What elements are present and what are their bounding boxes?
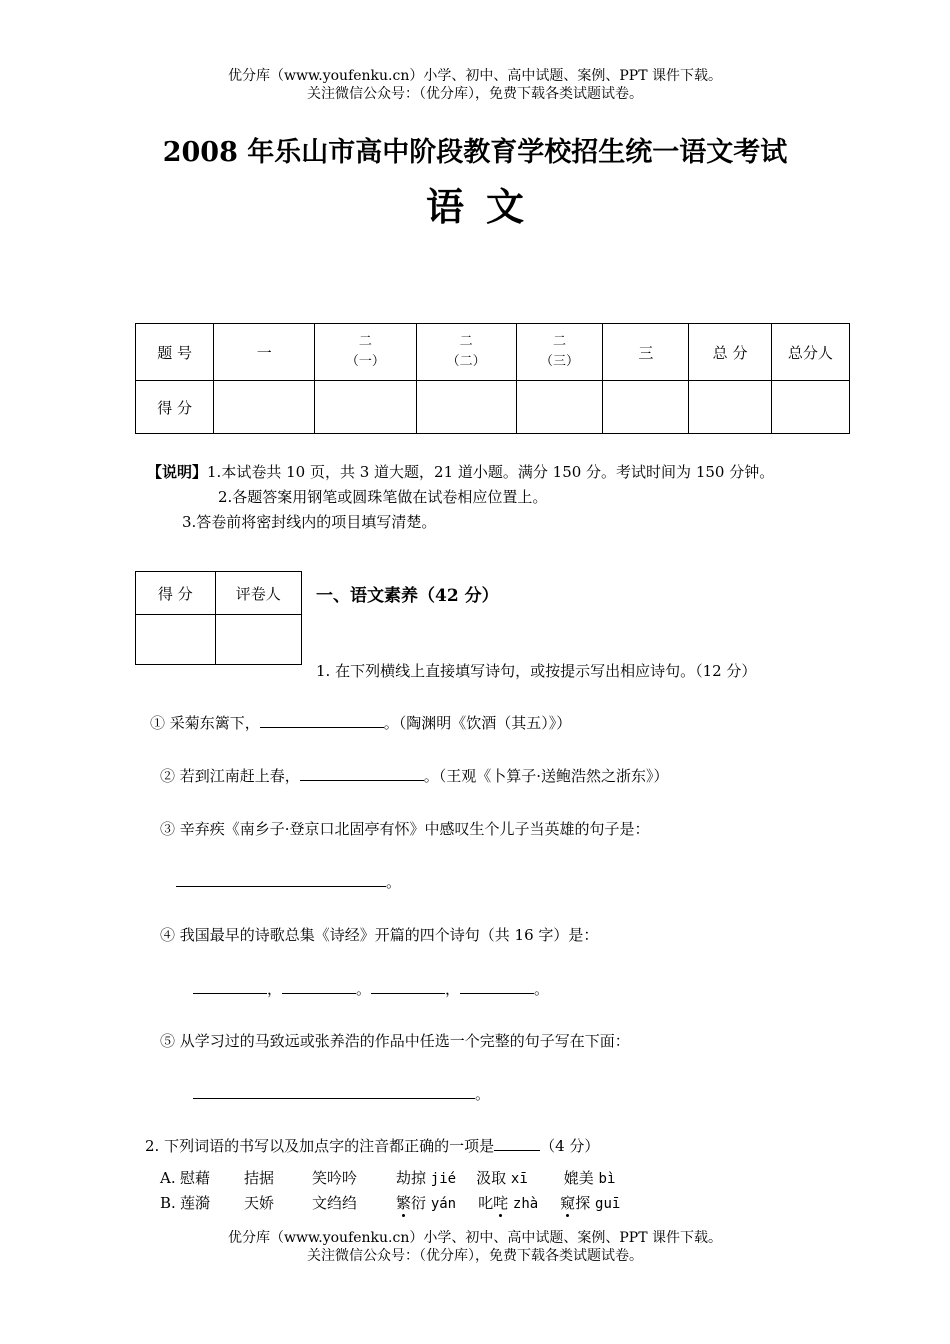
score-table	[135, 323, 850, 434]
header-line-1: 优分库（www.youfenku.cn）小学、初中、高中试题、案例、PPT 课件下载。	[227, 68, 722, 84]
score-header-cell: 题 号	[136, 324, 214, 381]
grader-score-cell[interactable]	[136, 615, 216, 665]
question-1: 1. 在下列横线上直接填写诗句，或按提示写出相应诗句。（12 分）	[316, 662, 757, 680]
instruction-line-1: 【说明】1.本试卷共 10 页，共 3 道大题，21 道小题。满分 150 分。考试时间为 150 分钟。	[147, 463, 775, 481]
answer-blank[interactable]	[300, 766, 424, 781]
footer-line-1: 优分库（www.youfenku.cn）小学、初中、高中试题、案例、PPT 课件下载。	[227, 1230, 722, 1246]
score-header-cell: 总分人	[771, 324, 849, 381]
answer-blank[interactable]	[176, 872, 386, 887]
section-heading: 一、语文素养（42 分）	[316, 586, 499, 606]
question-1-4-answer: ， 。 ， 。	[193, 979, 549, 999]
question-1-2: ② 若到江南赶上春， 。（王观《卜算子·送鲍浩然之浙东》）	[160, 767, 669, 785]
option-b: B. 莲漪 天娇 文绉绉 繁衍 yán 叱咤 zhà 窥探 guī	[160, 1194, 621, 1212]
answer-blank[interactable]	[282, 979, 356, 994]
question-1-4: ④ 我国最早的诗歌总集《诗经》开篇的四个诗句（共 16 字）是：	[160, 926, 599, 944]
answer-blank[interactable]	[371, 979, 445, 994]
exam-subtitle: 语文	[425, 184, 546, 229]
question-2: 2. 下列词语的书写以及加点字的注音都正确的一项是 （4 分）	[145, 1137, 600, 1155]
instruction-line-3: 3.答卷前将密封线内的项目填写清楚。	[182, 513, 437, 531]
instruction-label: 【说明】	[147, 463, 208, 481]
score-input-cell[interactable]	[771, 381, 849, 434]
question-1-5: ⑤ 从学习过的马致远或张养浩的作品中任选一个完整的句子写在下面：	[160, 1032, 630, 1050]
score-header-cell: 三	[603, 324, 689, 381]
score-header-cell: 一	[214, 324, 315, 381]
score-input-cell[interactable]	[315, 381, 416, 434]
option-a: A. 慰藉 拮据 笑吟吟 劫掠 jié 汲取 xī 媲美 bì	[160, 1169, 616, 1187]
grader-score-header: 得 分	[136, 572, 216, 615]
score-header-cell: 二 （二）	[416, 324, 516, 381]
header-line-2: 关注微信公众号：（优分库），免费下载各类试题试卷。	[307, 86, 643, 102]
score-input-cell[interactable]	[416, 381, 516, 434]
question-1-1: ① 采菊东篱下， 。（陶渊明《饮酒（其五）》）	[150, 714, 572, 732]
score-header-cell: 二 （一）	[315, 324, 416, 381]
grader-name-cell[interactable]	[215, 615, 301, 665]
answer-blank[interactable]	[193, 1084, 475, 1099]
grader-table	[135, 571, 302, 665]
question-1-5-answer: 。	[193, 1084, 490, 1104]
score-input-cell[interactable]	[689, 381, 771, 434]
exam-title: 2008 年乐山市高中阶段教育学校招生统一语文考试	[162, 137, 788, 168]
score-row-label: 得 分	[136, 381, 214, 434]
grader-name-header: 评卷人	[215, 572, 301, 615]
question-1-3-answer: 。	[176, 872, 401, 892]
footer-line-2: 关注微信公众号：（优分库），免费下载各类试题试卷。	[307, 1248, 643, 1264]
score-input-cell[interactable]	[516, 381, 602, 434]
answer-blank[interactable]	[260, 713, 384, 728]
score-header-cell: 总 分	[689, 324, 771, 381]
answer-blank[interactable]	[494, 1136, 540, 1151]
instruction-line-2: 2.各题答案用钢笔或圆珠笔做在试卷相应位置上。	[218, 488, 548, 506]
answer-blank[interactable]	[460, 979, 534, 994]
question-1-3: ③ 辛弃疾《南乡子·登京口北固亭有怀》中感叹生个儿子当英雄的句子是：	[160, 820, 650, 838]
score-input-cell[interactable]	[214, 381, 315, 434]
score-header-cell: 二 （三）	[516, 324, 602, 381]
score-input-cell[interactable]	[603, 381, 689, 434]
answer-blank[interactable]	[193, 979, 267, 994]
